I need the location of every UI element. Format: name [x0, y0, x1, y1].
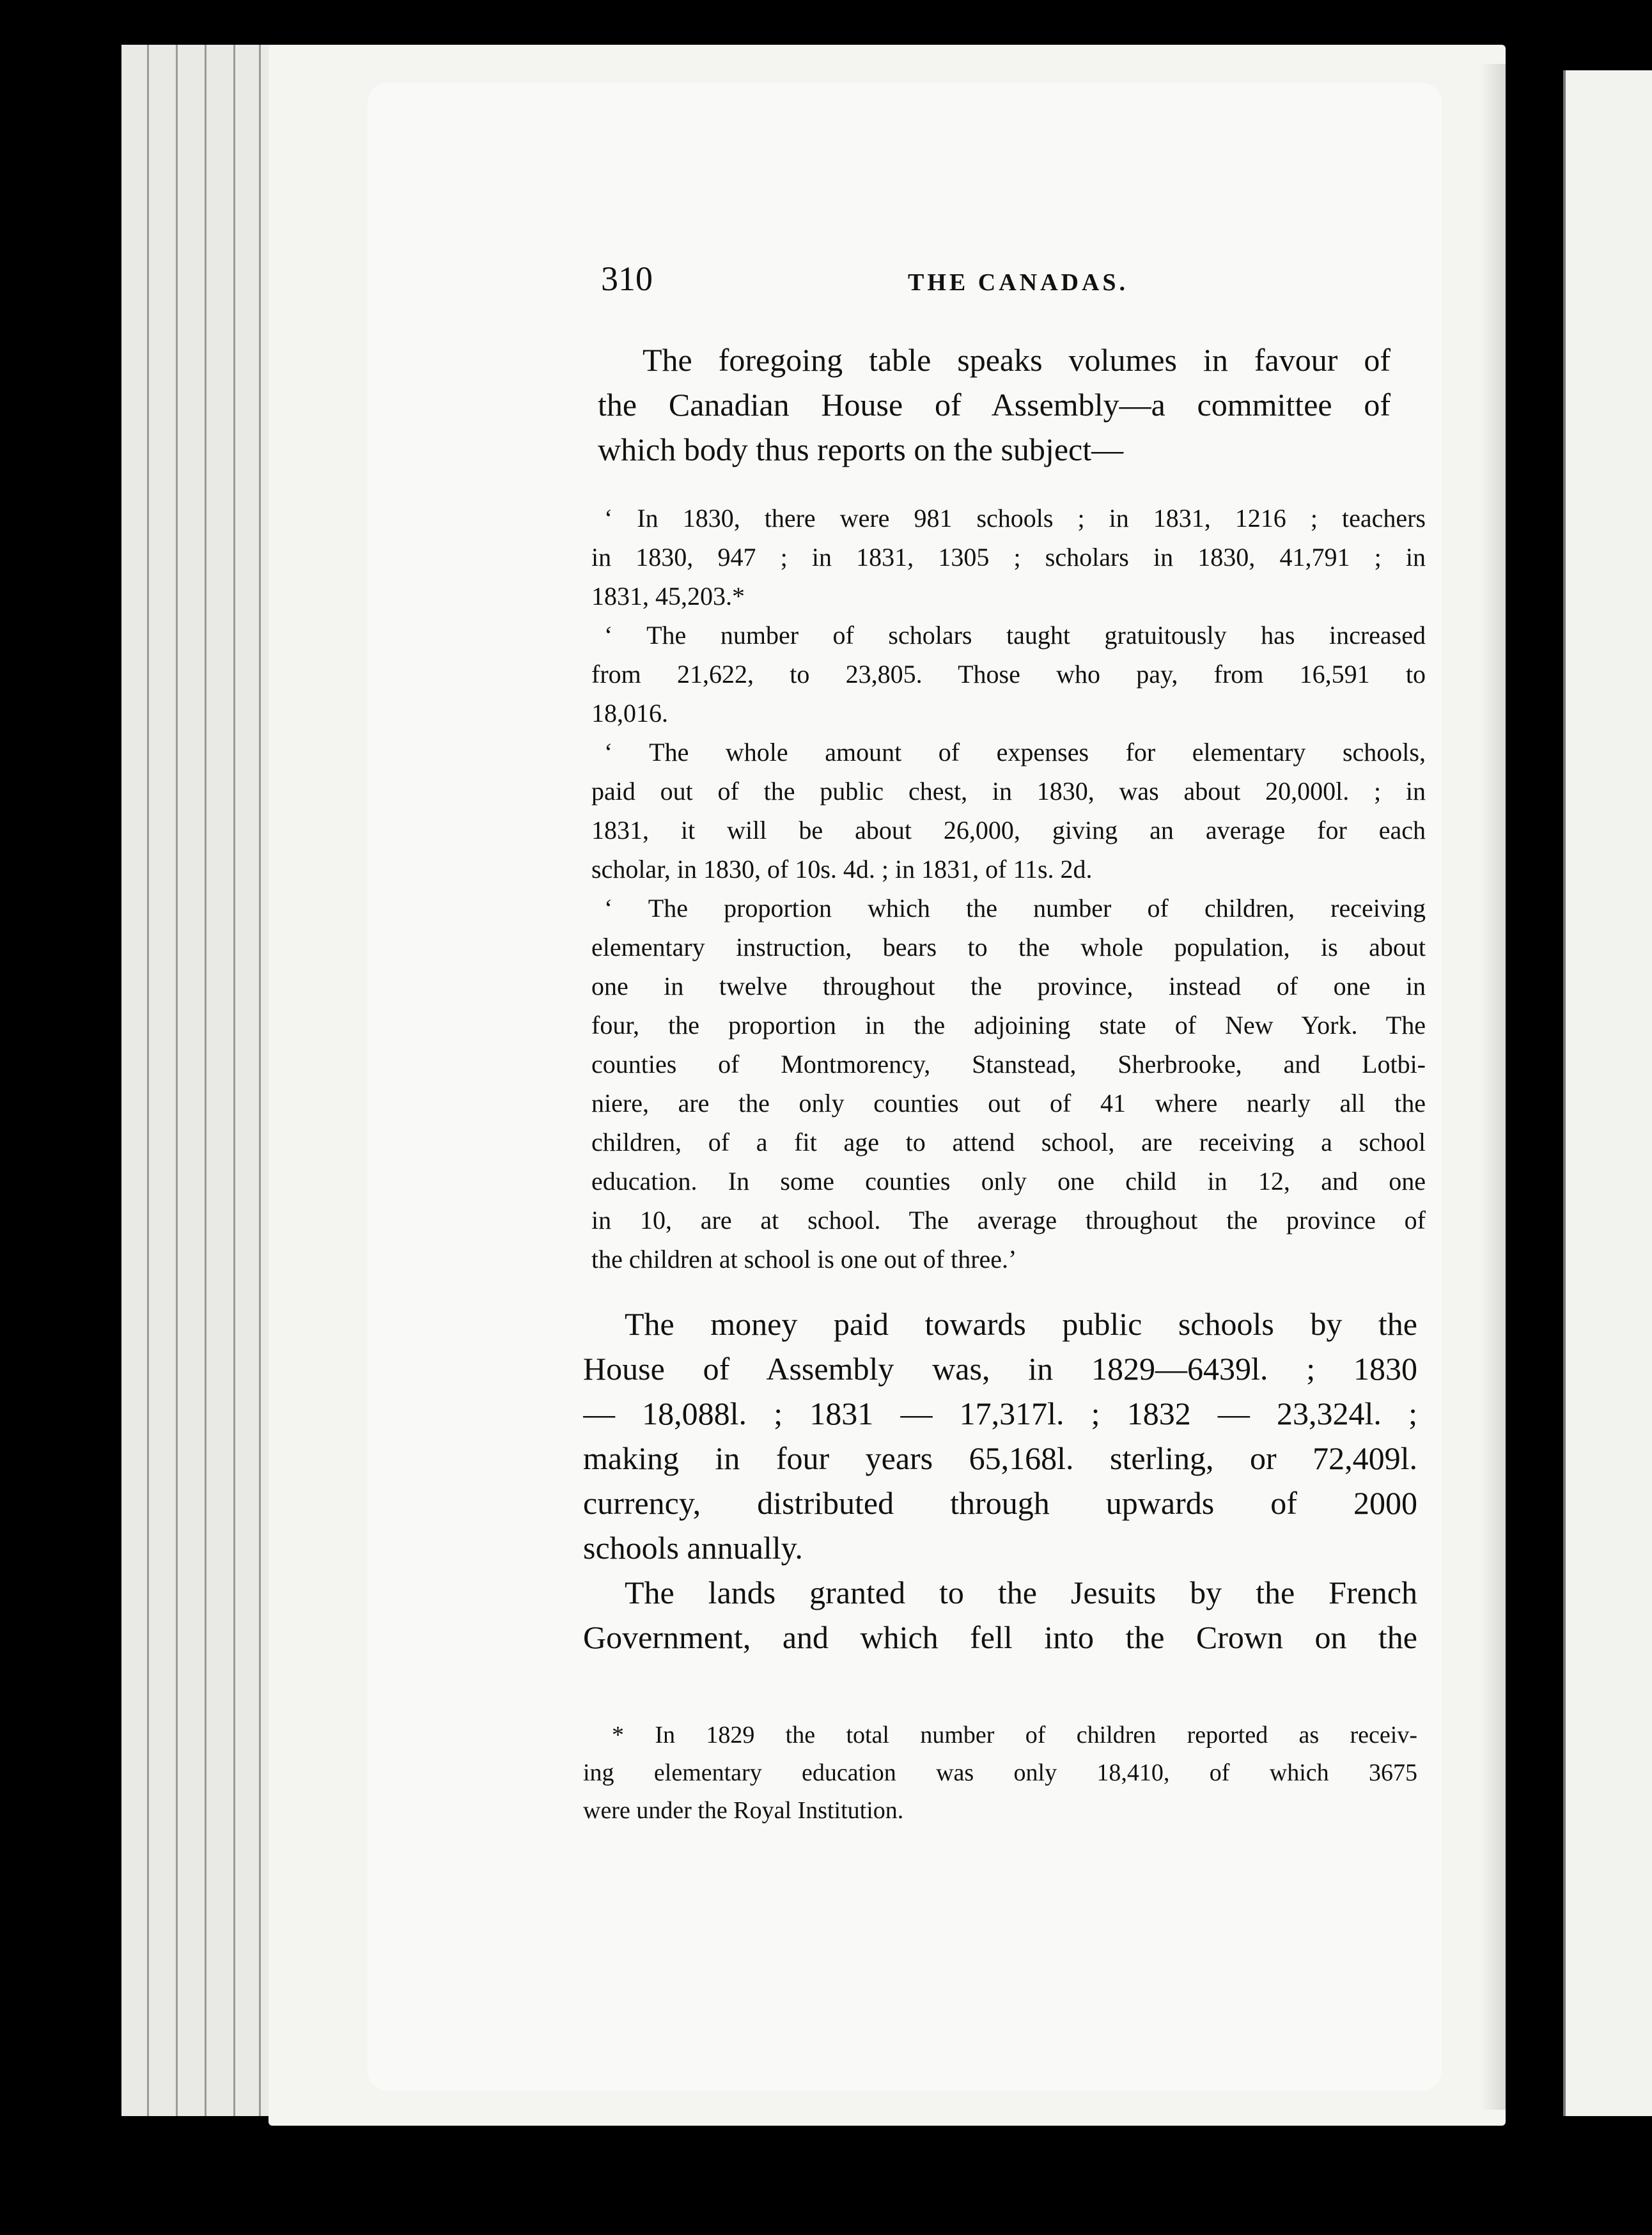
text-line: 1831, it will be about 26,000, giving an average for each — [591, 816, 1426, 845]
committee-report-quote — [591, 499, 1426, 1279]
page-edge-line — [205, 45, 207, 2116]
text-line: The lands granted to the Jesuits by the French — [625, 1575, 1417, 1610]
text-line: in 1830, 947 ; in 1831, 1305 ; scholars in 1830, 41,791 ; in — [591, 543, 1426, 572]
text-line: House of Assembly was, in 1829—6439l. ; 1830 — [583, 1351, 1417, 1387]
body-paragraphs — [583, 1302, 1417, 1660]
facing-page — [1563, 70, 1652, 2116]
text-line: * In 1829 the total number of children reported as receiv- — [612, 1722, 1417, 1748]
page-edge-line — [147, 45, 149, 2116]
text-line: one in twelve throughout the province, instead of one in — [591, 972, 1426, 1001]
text-line: four, the proportion in the adjoining state of New York. The — [591, 1011, 1426, 1040]
text-line: currency, distributed through upwards of 2000 — [583, 1485, 1417, 1521]
text-line: 1831, 45,203.* — [591, 582, 745, 611]
text-line: The money paid towards public schools by the — [625, 1306, 1417, 1342]
text-line: scholar, in 1830, of 10s. 4d. ; in 1831, of 11s. 2d. — [591, 855, 1093, 884]
page-gutter — [1480, 64, 1506, 2110]
text-line: The foregoing table speaks volumes in favour of — [643, 342, 1391, 378]
facing-page-edge — [1563, 70, 1566, 2116]
text-line: education. In some counties only one child in 12, and one — [591, 1167, 1426, 1195]
text-line: elementary instruction, bears to the whole population, is about — [591, 933, 1426, 962]
text-line: the children at school is one out of three.’ — [591, 1245, 1017, 1273]
text-line: counties of Montmorency, Stanstead, Sherbrooke, and Lotbi- — [591, 1050, 1426, 1079]
text-line: were under the Royal Institution. — [583, 1797, 904, 1824]
text-line: — 18,088l. ; 1831 — 17,317l. ; 1832 — 23,324l. ; — [583, 1396, 1417, 1431]
text-line: ‘ In 1830, there were 981 schools ; in 1831, 1216 ; teachers — [604, 504, 1426, 533]
text-line: ‘ The proportion which the number of children, receiving — [604, 894, 1426, 923]
text-line: ‘ The number of scholars taught gratuitously has increased — [604, 621, 1426, 650]
text-line: making in four years 65,168l. sterling, or 72,409l. — [583, 1440, 1417, 1476]
page-edge-line — [259, 45, 261, 2116]
text-line: schools annually. — [583, 1530, 803, 1566]
footnote — [583, 1717, 1417, 1830]
text-line: paid out of the public chest, in 1830, was about 20,000l. ; in — [591, 777, 1426, 806]
text-line: ‘ The whole amount of expenses for elementary schools, — [604, 738, 1426, 767]
page-edge-line — [176, 45, 178, 2116]
running-title: THE CANADAS. — [908, 269, 1129, 296]
page-edge-line — [233, 45, 235, 2116]
text-line: 18,016. — [591, 699, 668, 728]
text-line: from 21,622, to 23,805. Those who pay, from 16,591 to — [591, 660, 1426, 689]
text-line: the Canadian House of Assembly—a committee of — [598, 387, 1391, 423]
text-line: ing elementary education was only 18,410, of which 3675 — [583, 1759, 1417, 1786]
text-line: niere, are the only counties out of 41 where nearly all the — [591, 1089, 1426, 1118]
text-line: which body thus reports on the subject— — [598, 432, 1124, 467]
text-line: Government, and which fell into the Crown on the — [583, 1619, 1417, 1655]
text-line: children, of a fit age to attend school, are receiving a school — [591, 1128, 1426, 1156]
page-number: 310 — [601, 260, 653, 298]
intro-paragraph — [598, 338, 1391, 472]
text-line: in 10, are at school. The average throughout the province of — [591, 1206, 1426, 1234]
